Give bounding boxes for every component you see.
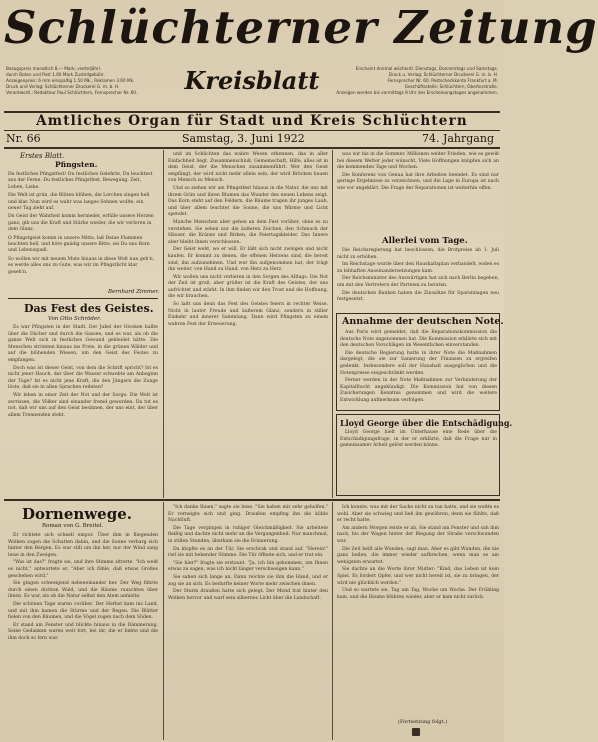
- serial-paragraph: Er richtete sich schnell empor. Über ihm in fliegenden Wolken zogen die Schatten dahin, und die Sonne verbarg sich hinter den Bergen. Es war still um ihn her, nur der Wind sang leise in den Zweigen.: [8, 533, 158, 558]
- column2-paragraph: Manche Menschen aber gehen an dem Fest vorüber, ohne es zu verstehen. Sie sehen nur die äußeren Zeichen, den Schmuck der Häuser, die Kränze und Birken, die Feiertagskleider. Das Innere aber bleibt ihnen verschlossen.: [168, 219, 328, 245]
- lloyd-george-title: Lloyd George über die Entschädigung.: [340, 418, 513, 428]
- dateline-rule: [4, 147, 500, 149]
- kreisblatt-title: Kreisblatt: [184, 66, 320, 95]
- right-info-line: Fernsprecher Nr. 60. Postscheckkonto Frankfurt a. M.: [387, 78, 498, 83]
- subtitle-rule: [4, 130, 500, 131]
- serial-col2: [168, 505, 328, 738]
- serial-author: Roman von G. Breitel.: [42, 523, 104, 529]
- volume: 74. Jahrgang: [421, 132, 494, 145]
- poem-stanza: O Pfingstgeist komm in unsere Mitte, laß Deine Flammen leuchten hell, und höre gnädig unsere Bitte, sei Du uns Born und Lebensquell.: [8, 235, 150, 254]
- poem-signature: Bernhard Zimmer.: [108, 289, 160, 295]
- serial-paragraph: Sie sahen sich lange an. Dann reichte sie ihm die Hand, und er zog sie an sich. Es bedurfte keiner Worte mehr zwischen ihnen.: [168, 574, 328, 587]
- note-paragraph: Die deutsche Regierung hatte in ihrer Note die Maßnahmen dargelegt, die sie zur Sanierung der Finanzen zu ergreifen gedenkt. Insbesondere soll der Haushalt ausgeglichen und die Notenpresse eingeschränkt werden.: [340, 350, 497, 376]
- issue-number: Nr. 66: [6, 132, 41, 145]
- column2-paragraph: Der Geist weht, wo er will. Er läßt sich nicht zwingen und nicht kaufen. Er kommt zu denen, die offenen Herzens sind, die bereit sind, ihn aufzunehmen. Und wer ihn aufgenommen hat, der trägt ihn weiter, von Hand zu Hand, von Herz zu Herz.: [168, 247, 328, 273]
- serial-col3: [337, 505, 499, 717]
- serial-paragraph: Die schönen Tage waren vorüber. Der Herbst kam ins Land, und mit ihm kamen die Stürme und der Regen. Die Blätter fielen von den Bäumen, und die Vögel zogen nach dem Süden.: [8, 601, 158, 621]
- column2-body: [168, 152, 328, 496]
- allerlei-item: Die deutschen Banken haben die Zinssätze für Spareinlagen neu festgesetzt.: [337, 290, 499, 303]
- poem-stanza: Du festliches Pfingstfest! Du festliches Gelehrte, Du leuchtest aus der Ferne. Du festliches Pfingstfest, Bewegung, Zeit, Leben, Liebe.: [8, 172, 153, 190]
- lloyd-george-paragraph: Lloyd George hielt im Unterhause eine Rede über die Entschädigungsfrage, in der er erklärte, daß die Frage nur in gemeinsamer Arbeit gelöst werden könne.: [340, 430, 497, 449]
- right-info-line: Druck u. Verlag: Schlüchterner Druckerei G. m. b. H.: [388, 72, 498, 77]
- column3-paragraph: was wir bis in die Sommer. Millionen weiter Frieden, wie es gewiß bei diesem Wetter jeder wünscht. Viele Hoffnungen knüpfen sich an die kommenden Tage und Wochen.: [337, 152, 499, 171]
- column-divider: [163, 150, 164, 498]
- serial-paragraph: Der Sturm draußen hatte sich gelegt. Der Mond trat hinter den Wolken hervor und warf sein silbernes Licht über die Landschaft.: [168, 589, 328, 601]
- serial-paragraph: Und so wartete sie, Tag um Tag, Woche um Woche. Der Frühling kam, und die Bäume blühten wieder, aber er kam nicht zurück.: [337, 588, 499, 600]
- dateline: [6, 132, 498, 146]
- serial-paragraph: "Ich danke Ihnen," sagte sie leise. "Sie haben mir sehr geholfen." Er verneigte sich und ging. Draußen empfing ihn die kühle Nachtluft.: [168, 505, 328, 524]
- continued-note: (Fortsetzung folgt.): [398, 719, 448, 725]
- serial-paragraph: Sie dachte an die Worte ihrer Mutter: "Kind, das Leben ist kein Spiel. Es fordert Opfer, und wer nicht bereit ist, sie zu bringen, der wird nie glücklich werden.": [337, 567, 499, 586]
- poem-stanza: So wollen wir mit neuem Mute hinaus in diese Welt nun geh'n, es werde alles uns zu Gute, was wir im Pfingstlicht klar geseh'n.: [8, 256, 155, 275]
- article-title: Das Fest des Geistes.: [24, 302, 154, 315]
- article-body: [8, 325, 158, 493]
- article-paragraph: Wir leben in einer Zeit der Not und der Sorge. Die Welt ist zerrissen, die Völker sind einander fremd geworden. Da tut es not, daß wir uns auf den Geist besinnen, der uns eint, der über allem Trennenden steht.: [8, 392, 158, 418]
- allerlei-item: Im Reichstage wurde über den Haushaltsplan verhandelt, wobei es zu lebhaften Auseinandersetzungen kam.: [337, 262, 499, 274]
- poem-stanza: Die Welt ist grün, die Blüten blühen, die Lerchen singen hell und klar. Nun wird es wahr was langes Sehnen wollte, ein neuer Tag zieht auf.: [8, 193, 150, 212]
- note-box-title: Annahme der deutschen Note.: [342, 316, 504, 327]
- serial-paragraph: Ich konnte, was mit der Sache nicht zu tun hatte, und sie wußte es wohl. Aber sie schwieg und ließ ihn gewähren, denn sie fühlte, daß er recht hatte.: [337, 505, 499, 524]
- allerlei-item: Der Reichsminister des Auswärtigen hat sich nach Berlin begeben, um mit den Vertretern der Parteien zu beraten.: [337, 276, 499, 288]
- left-info-line: Bezugspreis monatlich 8.— Mark, vierteljährl.: [6, 66, 102, 71]
- serial-paragraph: Die Zeit heilt alle Wunden, sagt man. Aber es gibt Wunden, die nie ganz heilen, die immer wieder aufbrechen, wenn man es am wenigsten erwartet.: [337, 546, 499, 565]
- allerlei-item: Die Reichsregierung hat beschlossen, die Brotpreise ab 1. Juli nicht zu erhöhen.: [337, 248, 499, 260]
- lloyd-george-body: [340, 430, 497, 492]
- feuilleton-rule: [4, 499, 500, 501]
- article-author: Von Otto Schröder.: [48, 316, 101, 322]
- column3-paragraph: Die Konferenz von Genua hat ihre Arbeiten beendet. Es sind nur geringe Ergebnisse zu verzeichnen, und die Lage in Europa ist nach wie vor ungeklärt. Die Frage der Reparationen ist weiterhin offen.: [337, 172, 499, 191]
- note-paragraph: Ferner werden in der Note Maßnahmen zur Verhinderung der Kapitalflucht angekündigt. Die Kommission hat von diesen Zusicherungen Kenntnis genommen und wird die weitere Entwicklung aufmerksam verfolgen.: [340, 378, 497, 403]
- column3-top-body: [337, 152, 499, 234]
- erstes-blatt-label: Erstes Blatt.: [20, 152, 65, 160]
- serial-title: Dornenwege.: [22, 505, 132, 523]
- poem-stanza: Du Geist der Wahrheit komm hernieder, erfülle unsere Herzen ganz; gib uns die Kraft und Stärke wieder, die wir verloren in dem Glanz.: [8, 214, 154, 233]
- note-box-body: [340, 330, 497, 408]
- serial-paragraph: Sie gingen schweigend nebeneinander her. Der Weg führte durch einen dichten Wald, und die Bäume rauschten über ihnen. Es war, als ob die Natur selbst den Atem anhielte.: [8, 581, 158, 600]
- left-info-line: Anzeigenpreis: 6 mm einspaltig 1.50 Mk., Reklamen 3.60 Mk.: [6, 78, 135, 83]
- column2-paragraph: Wir wollen uns nicht verlieren in den Sorgen des Alltags. Die Not der Zeit ist groß, aber größer ist die Kraft des Geistes, der uns aufrichtet und stärkt. In ihm finden wir den Trost und die Hoffnung, die wir brauchen.: [168, 274, 328, 300]
- masthead-subtitle: Amtliches Organ für Stadt und Kreis Schlüchtern: [36, 113, 468, 129]
- right-info-line: Anzeigen werden bis vormittags 9 Uhr des Erscheinungstages angenommen.: [336, 90, 498, 95]
- right-info-line: Geschäftsstelle: Schlüchtern, Obertorstraße.: [404, 84, 498, 89]
- serial-paragraph: "Was ist das?" fragte sie, und ihre Stimme zitterte. "Ich weiß es nicht," antwortete er. "Aber ich fühle, daß etwas Großes geschehen wird.": [8, 560, 158, 579]
- masthead-title: Schlüchterner Zeitung: [4, 1, 598, 54]
- note-paragraph: Aus Paris wird gemeldet, daß die Reparationskommission die deutsche Note angenommen hat. Die Kommission erklärte sich mit den deutschen Vorschlägen im Wesentlichen einverstanden.: [340, 330, 497, 349]
- left-info-line: Verantwortl.: Redakteur Paul Schlüchtern, Fernsprecher Nr. 60.: [6, 90, 138, 95]
- allerlei-title: Allerlei vom Tage.: [382, 236, 468, 246]
- column-divider: [332, 502, 333, 740]
- serial-paragraph: "Sie hier?" fragte sie erstaunt. "Ja, ich bin gekommen, um Ihnen etwas zu sagen, was ich nicht länger verschweigen kann.": [168, 560, 328, 573]
- poem-body: [8, 172, 158, 288]
- column-divider: [163, 502, 164, 740]
- page-mark-icon: [412, 728, 420, 736]
- column2-paragraph: Und so ziehen wir am Pfingstfest hinaus in die Natur, die uns mit ihrem Grün und ihren Blumen das Wunder des neuen Lebens zeigt. Das Korn steht auf den Feldern, die Bäume tragen ihr junges Laub, und über allem leuchtet die Sonne, die uns Wärme und Licht spendet.: [168, 185, 328, 218]
- article-paragraph: Es war Pfingsten in der Stadt. Der Jubel der Glocken hallte über die Dächer und durch die Gassen, und es war, als ob die ganze Welt sich in festliches Gewand gekleidet hätte. Die Menschen strömten hinaus ins Freie, in die grünen Wälder und auf die blühenden Wiesen, um den Geist des Festes zu empfangen.: [8, 325, 158, 363]
- article-paragraph: Doch was ist dieser Geist, von dem die Schrift spricht? Ist es nicht jener Hauch, der über die Wasser schwebte am Anbeginn der Tage? Ist es nicht jene Kraft, die den Jüngern die Zunge löste, daß sie in allen Sprachen redeten?: [8, 365, 158, 391]
- column-divider: [332, 150, 333, 498]
- serial-paragraph: Er stand am Fenster und blickte hinaus in die Dämmerung. Seine Gedanken waren weit fort, bei ihr, die er liebte und die ihm doch so fern war.: [8, 622, 158, 641]
- column1-rule: [8, 298, 158, 299]
- right-info-line: Erscheint dreimal wöchentl. Dienstags, Donnerstags und Samstags.: [355, 66, 498, 71]
- serial-paragraph: Am andern Morgen reiste er ab. Sie stand am Fenster und sah ihm nach, bis der Wagen hinter der Biegung der Straße verschwunden war.: [337, 525, 499, 544]
- serial-col1: [8, 533, 158, 738]
- issue-date: Samstag, 3. Juni 1922: [182, 132, 305, 145]
- serial-paragraph: Die Tage vergingen in ruhiger Gleichmäßigkeit. Sie arbeitete fleißig und dachte nicht mehr an die Vergangenheit. Nur manchmal, in stillen Stunden, überkam sie die Erinnerung.: [168, 525, 328, 544]
- column2-paragraph: und im Schlichten das wahre Wesen erkennen, das in aller Einfachheit liegt. Zusammenschluß, Gemeinschaft, Hilfe, alles ist in dem Geist, der die Menschen zusammenführt. Wer den Geist empfängt, der wird nicht mehr allein sein, der wird Brücken bauen von Mensch zu Mensch.: [168, 152, 328, 184]
- left-info-line: Druck und Verlag: Schlüchterner Druckerei G. m. b. H.: [6, 84, 120, 89]
- left-info-line: durch Boten und Post 1.60 Mark Zustellgebühr.: [6, 72, 105, 77]
- column2-paragraph: So laßt uns denn das Fest des Geistes feiern in rechter Weise. Nicht in lauter Freude und äußerem Glanz, sondern in stiller Einkehr und innerer Sammlung. Dann wird Pfingsten zu einem wahren Fest der Erneuerung.: [168, 302, 328, 327]
- allerlei-body: [337, 248, 499, 310]
- serial-paragraph: Da klopfte es an der Tür. Sie erschrak und stand auf. "Herein!" rief sie mit bebender Stimme. Die Tür öffnete sich, und er trat ein.: [168, 546, 328, 559]
- poem-title: Pfingsten.: [55, 160, 98, 169]
